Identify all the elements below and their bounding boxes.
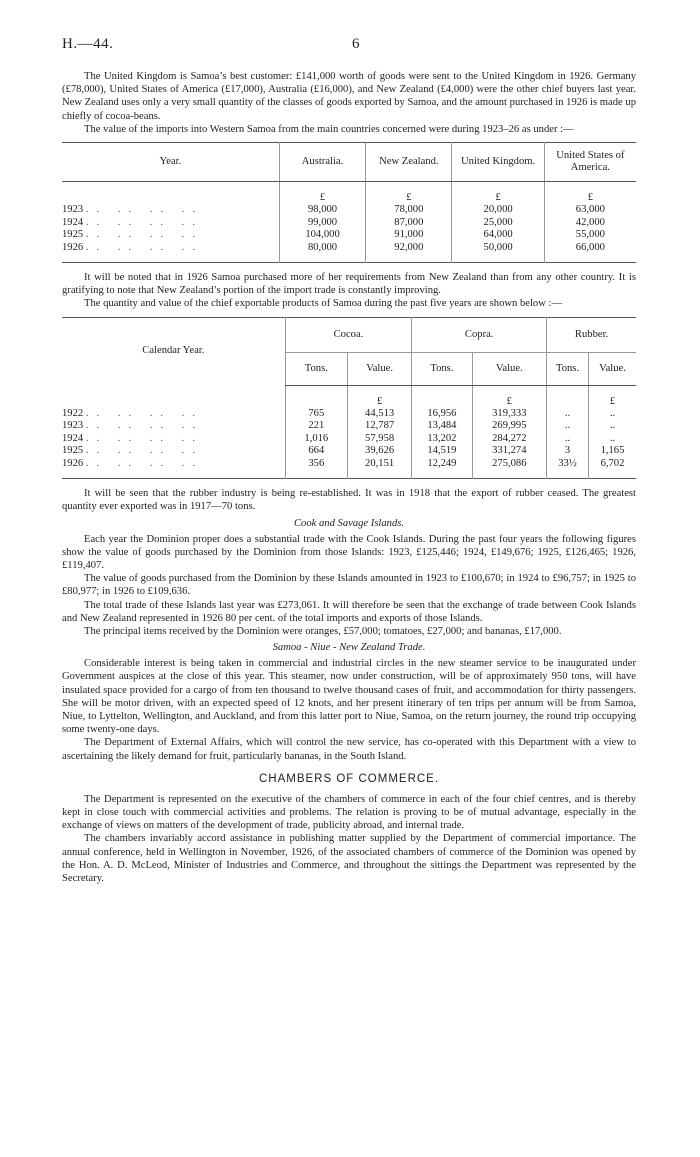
value-cell: .. [588, 408, 636, 420]
subheading-cook-islands: Cook and Savage Islands. [293, 517, 405, 529]
imports-table [62, 142, 636, 263]
paragraph-exports-intro: The quantity and value of the chief exportable products of Samoa during the past five years are shown below :— [84, 298, 563, 310]
value-cell: 57,958 [347, 433, 411, 445]
section-title-chambers: CHAMBERS OF COMMERCE. [258, 772, 440, 785]
table-row: 1924 .. .. .. .. 99,000 87,000 25,000 42,000 [62, 217, 636, 229]
value-cell: 319,333 [472, 408, 547, 420]
value-cell: .. [547, 408, 589, 420]
value-cell: 55,000 [544, 229, 636, 241]
unit-label: £ [279, 182, 365, 205]
exports-header-year: Calendar Year. [142, 345, 205, 357]
imports-header-year: Year. [62, 143, 279, 182]
exports-header-tons: Tons. [285, 352, 347, 385]
value-cell: 331,274 [472, 445, 547, 457]
value-cell: 42,000 [544, 217, 636, 229]
value-cell: 1,016 [285, 433, 347, 445]
value-cell: 13,202 [412, 433, 472, 445]
year-cell: 1924 [62, 216, 84, 228]
year-cell: 1922 [62, 408, 84, 420]
document-reference: H.—44. [62, 36, 114, 52]
imports-table-header [62, 143, 636, 182]
unit-label: £ [588, 385, 636, 408]
paragraph-cook-principal-items: The principal items received by the Dominion were oranges, £57,000; tomatoes, £27,000; and bananas, £17,000. [84, 625, 562, 637]
imports-unit-row [62, 182, 636, 205]
value-cell: 98,000 [279, 204, 365, 216]
value-cell: 3 [547, 445, 589, 457]
exports-header-copra: Copra. [412, 317, 547, 352]
exports-header-value: Value. [347, 352, 411, 385]
paragraph-cook-trade: Each year the Dominion proper does a substantial trade with the Cook Islands. During the past four years the following figures show the value of goods purchased by the Dominion from those Islands: 1923, £125,446; 1924, £149,676; 1925, £126,465; 1926, £119,407. [62, 533, 636, 571]
value-cell: 356 [285, 458, 347, 479]
exports-group-header [62, 317, 636, 352]
table-row: 1923 .. .. .. .. 98,000 78,000 20,000 63,000 [62, 204, 636, 216]
value-cell: 13,484 [412, 420, 472, 432]
year-cell: 1925 [62, 445, 84, 457]
value-cell: 664 [285, 445, 347, 457]
value-cell: 12,787 [347, 420, 411, 432]
value-cell: .. [547, 433, 589, 445]
value-cell: 12,249 [412, 458, 472, 479]
exports-header-value: Value. [472, 352, 547, 385]
paragraph-chambers-representation: The Department is represented on the executive of the chambers of commerce in each of the four chief centres, and is thereby kept in close touch with commercial activities and problems. The relation is proving to be of mutual advantage, especially in the exchange of views on matters of the development of trade, publicity abroad, and internal trade. [62, 793, 636, 832]
value-cell: 16,956 [412, 408, 472, 420]
unit-label: £ [472, 385, 547, 408]
paragraph-import-trade: It will be noted that in 1926 Samoa purchased more of her requirements from New Zealand than from any other country. It is gratifying to note that New Zealand’s portion of the import trade is constantly improving. [62, 272, 636, 297]
exports-header-tons: Tons. [412, 352, 472, 385]
value-cell: 20,151 [347, 458, 411, 479]
document-page [62, 36, 636, 885]
exports-table [62, 317, 636, 479]
exports-header-tons: Tons. [547, 352, 589, 385]
value-cell: 284,272 [472, 433, 547, 445]
year-cell: 1924 [62, 432, 84, 444]
imports-header-australia: Australia. [279, 143, 365, 182]
paragraph-steamer-service: Considerable interest is being taken in commercial and industrial circles in the new steamer service to be inaugurated under Government auspices at the close of this year. This steamer, now under construction, will be of approximately 950 tons, will have insulated space provided for a cargo of from ten thousand to twelve thousand cases of fruit, and accommodation for thirty passengers. She will be motor driven, with an expected speed of 12 knots, and her present itinerary of ten trips per annum will be from Samoa, Niue, to Lyttelton, Wellington, and Auckland, and from this latter port to Niue, Samoa, on the return journey, the round trip occupying some twenty-one days. [62, 658, 636, 736]
value-cell: 80,000 [279, 242, 365, 263]
value-cell: .. [547, 420, 589, 432]
year-cell: 1923 [62, 420, 84, 432]
value-cell: 78,000 [366, 204, 452, 216]
exports-unit-row [62, 385, 636, 408]
table-row: 1922 .. .. .. .. 765 44,513 16,956 319,333 .. .. [62, 408, 636, 420]
value-cell: .. [588, 433, 636, 445]
value-cell: 20,000 [452, 204, 544, 216]
value-cell: 92,000 [366, 242, 452, 263]
paragraph-rubber-industry: It will be seen that the rubber industry is being re-established. It was in 1918 that the export of rubber ceased. The greatest quantity ever exported was in 1917—70 tons. [62, 488, 636, 513]
value-cell: 50,000 [452, 242, 544, 263]
unit-label: £ [452, 182, 544, 205]
subheading-samoa-niue-trade: Samoa - Niue - New Zealand Trade. [272, 642, 426, 654]
exports-header-value: Value. [588, 352, 636, 385]
value-cell: 269,995 [472, 420, 547, 432]
value-cell: 275,086 [472, 458, 547, 479]
value-cell: 63,000 [544, 204, 636, 216]
value-cell: 221 [285, 420, 347, 432]
page-number: 6 [352, 36, 360, 52]
value-cell: 6,702 [588, 458, 636, 479]
value-cell: 64,000 [452, 229, 544, 241]
exports-header-rubber: Rubber. [547, 317, 636, 352]
year-cell: 1926 [62, 241, 84, 253]
value-cell: 14,519 [412, 445, 472, 457]
value-cell: 39,626 [347, 445, 411, 457]
paragraph-external-affairs: The Department of External Affairs, which will control the new service, has co-operated with this Department with a view to ascertaining the likely demand for fruit, particularly bananas, in the South Island. [62, 737, 636, 762]
imports-header-usa: United States of America. [544, 143, 636, 182]
value-cell: .. [588, 420, 636, 432]
value-cell: 1,165 [588, 445, 636, 457]
year-cell: 1925 [62, 229, 84, 241]
paragraph-samoa-customers: The United Kingdom is Samoa’s best customer: £141,000 worth of goods were sent to the United Kingdom in 1926. Germany (£78,000), United States of America (£17,000), Australia (£16,000), and New Zealand (£4,000) were the other chief buyers last year. New Zealand uses only a very small quantity of the classes of goods exported by Samoa, and the amount purchased in 1926 is made up chiefly of cocoa-beans. [62, 71, 636, 122]
table-row: 1923 .. .. .. .. 221 12,787 13,484 269,995 .. .. [62, 420, 636, 432]
unit-label: £ [347, 385, 411, 408]
table-row: 1924 .. .. .. .. 1,016 57,958 13,202 284,272 .. .. [62, 433, 636, 445]
unit-label: £ [366, 182, 452, 205]
value-cell: 765 [285, 408, 347, 420]
paragraph-cook-total-trade: The total trade of these Islands last year was £273,061. It will therefore be seen that the exchange of trade between Cook Islands and New Zealand represented in 1926 80 per cent. of the total imports and exports of those Islands. [62, 599, 636, 624]
year-cell: 1926 [62, 457, 84, 469]
unit-label: £ [544, 182, 636, 205]
value-cell: 99,000 [279, 217, 365, 229]
value-cell: 87,000 [366, 217, 452, 229]
value-cell: 25,000 [452, 217, 544, 229]
table-row: 1926 .. .. .. .. 80,000 92,000 50,000 66,000 [62, 242, 636, 263]
exports-header-cocoa: Cocoa. [285, 317, 412, 352]
table-row: 1925 .. .. .. .. 664 39,626 14,519 331,274 3 1,165 [62, 445, 636, 457]
value-cell: 104,000 [279, 229, 365, 241]
imports-header-united-kingdom: United Kingdom. [452, 143, 544, 182]
year-cell: 1923 [62, 204, 84, 216]
page-header [62, 36, 636, 62]
value-cell: 66,000 [544, 242, 636, 263]
table-row: 1926 .. .. .. .. 356 20,151 12,249 275,086 33½ 6,702 [62, 458, 636, 479]
paragraph-imports-intro: The value of the imports into Western Samoa from the main countries concerned were during 1923–26 as under :— [84, 123, 574, 135]
imports-header-new-zealand: New Zealand. [366, 143, 452, 182]
value-cell: 33½ [547, 458, 589, 479]
value-cell: 44,513 [347, 408, 411, 420]
table-row: 1925 .. .. .. .. 104,000 91,000 64,000 55,000 [62, 229, 636, 241]
paragraph-cook-purchases: The value of goods purchased from the Dominion by these Islands amounted in 1923 to £100,670; in 1924 to £96,757; in 1925 to £80,977; in 1926 to £109,636. [62, 573, 636, 598]
paragraph-chambers-conference: The chambers invariably accord assistance in publishing matter supplied by the Department of commercial importance. The annual conference, held in Wellington in November, 1926, of the associated chambers of commerce of the Dominion was opened by the Hon. A. D. McLeod, Minister of Industries and Commerce, and throughout the sittings the Department was represented by the Secretary. [62, 833, 636, 884]
value-cell: 91,000 [366, 229, 452, 241]
